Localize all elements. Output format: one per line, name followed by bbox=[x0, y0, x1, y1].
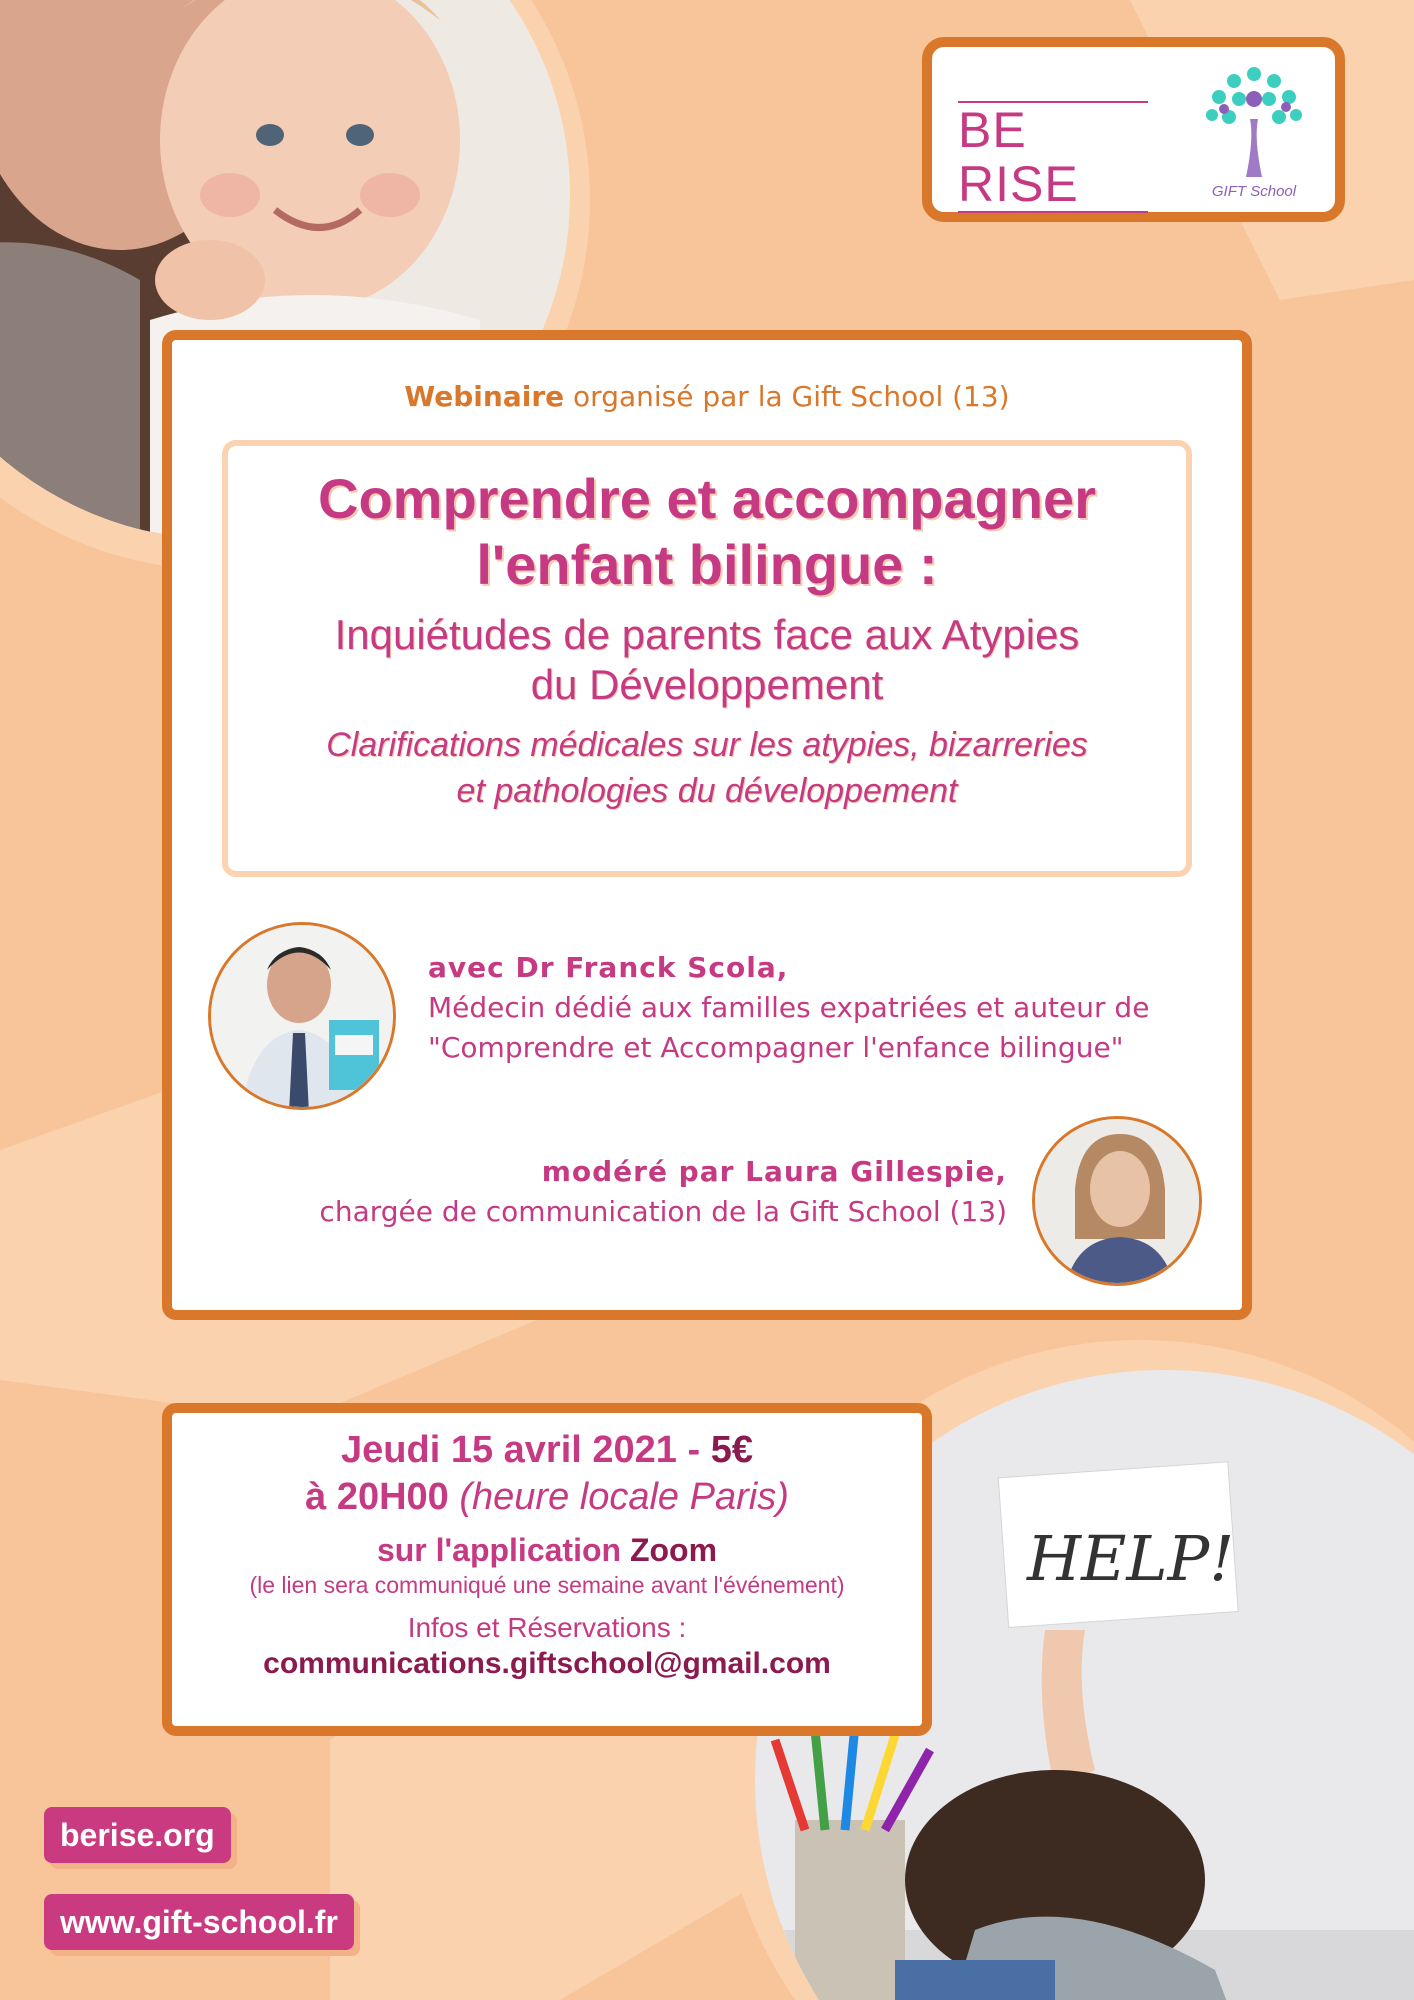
event-time: 20H00 bbox=[336, 1476, 449, 1518]
event-app-name: Zoom bbox=[629, 1532, 718, 1568]
event-app-prefix: sur l'application bbox=[376, 1532, 630, 1568]
help-sign-text: HELP! bbox=[1027, 1522, 1235, 1595]
event-date-line bbox=[172, 1427, 922, 1473]
berise-link[interactable]: berise.org bbox=[44, 1807, 231, 1863]
event-app-line bbox=[172, 1531, 922, 1569]
moderator-role: chargée de communication de la Gift School (13) bbox=[319, 1195, 1007, 1228]
gift-school-link[interactable]: www.gift-school.fr bbox=[44, 1894, 354, 1950]
contact-email-link[interactable]: communications.giftschool@gmail.com bbox=[263, 1647, 831, 1680]
event-card bbox=[162, 1403, 932, 1736]
gift-school-logo bbox=[1194, 59, 1314, 209]
webinar-line bbox=[172, 380, 1242, 413]
title-box bbox=[222, 440, 1192, 877]
berise-logo bbox=[958, 101, 1148, 212]
speaker-info bbox=[428, 948, 1149, 1068]
moderator-avatar bbox=[1032, 1116, 1202, 1286]
event-link-note: (le lien sera communiqué une semaine avant l'événement) bbox=[249, 1572, 845, 1598]
gift-school-logo-text: GIFT School bbox=[1211, 183, 1297, 200]
title-line-1: Comprendre et accompagner bbox=[318, 467, 1096, 530]
subtitle bbox=[228, 610, 1186, 710]
page-title bbox=[228, 466, 1186, 598]
event-price: 5€ bbox=[710, 1429, 753, 1471]
event-date: Jeudi 15 avril 2021 bbox=[341, 1429, 677, 1471]
main-card bbox=[162, 330, 1252, 1320]
title-line-2: l'enfant bilingue : bbox=[476, 533, 938, 596]
event-time-note: (heure locale Paris) bbox=[448, 1476, 789, 1518]
speaker-role-line-2: "Comprendre et Accompagner l'enfance bilingue" bbox=[428, 1031, 1124, 1064]
event-time-prefix: à bbox=[305, 1476, 337, 1518]
event-separator: - bbox=[676, 1429, 711, 1471]
berise-logo-text: BE RISE bbox=[958, 102, 1079, 212]
event-time-line bbox=[172, 1473, 922, 1521]
speaker-name: avec Dr Franck Scola, bbox=[428, 951, 789, 984]
organizer-text: organisé par la Gift School (13) bbox=[564, 380, 1010, 413]
subtitle-line-1: Inquiétudes de parents face aux Atypies bbox=[334, 611, 1080, 658]
logo-card bbox=[922, 37, 1345, 222]
speaker-avatar bbox=[208, 922, 396, 1110]
moderator-name: modéré par Laura Gillespie, bbox=[541, 1155, 1007, 1188]
subtitle-line-2: du Développement bbox=[530, 661, 884, 708]
tree-icon bbox=[1194, 59, 1314, 179]
tagline-line-1: Clarifications médicales sur les atypies, bizarreries bbox=[326, 726, 1088, 764]
moderator-info bbox=[319, 1152, 1007, 1232]
webinar-label: Webinaire bbox=[404, 380, 565, 413]
info-label: Infos et Réservations : bbox=[407, 1612, 687, 1643]
tagline-line-2: et pathologies du développement bbox=[456, 772, 958, 810]
tagline bbox=[228, 722, 1186, 814]
speaker-role-line-1: Médecin dédié aux familles expatriées et auteur de bbox=[428, 991, 1150, 1024]
